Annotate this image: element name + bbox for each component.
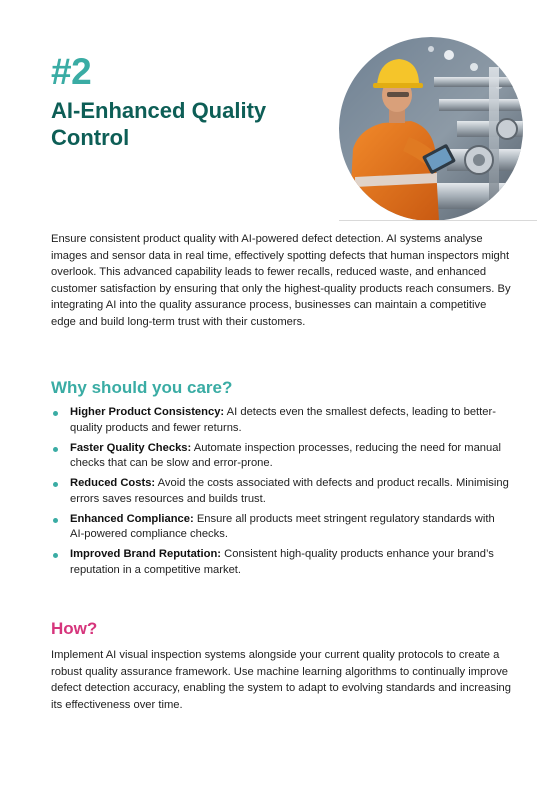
list-item-text: Avoid the costs associated with defects and product recalls. Minimising errors saves resources and builds trust. xyxy=(70,477,509,505)
list-item-text: AI detects even the smallest defects, leading to better-quality products and fewer returns. xyxy=(70,406,496,434)
list-item xyxy=(51,547,511,578)
list-item-title: Faster Quality Checks: xyxy=(70,441,192,454)
section-number: #2 xyxy=(51,51,92,92)
page-title: AI-Enhanced Quality Control xyxy=(51,98,267,150)
list-item-text: Ensure all products meet stringent regulatory standards with AI-powered compliance checks. xyxy=(70,512,495,540)
benefits-list xyxy=(51,405,511,583)
list-item-text: Consistent high-quality products enhance your brand’s reputation in a competitive market. xyxy=(70,548,494,576)
list-item xyxy=(51,441,511,472)
bullet-dot-icon xyxy=(53,482,58,487)
list-item xyxy=(51,512,511,543)
list-item-text: Automate inspection processes, reducing the need for manual checks that can be slow and error-prone. xyxy=(70,441,501,469)
worker-inspection-photo xyxy=(339,37,523,221)
list-item xyxy=(51,405,511,436)
how-heading: How? xyxy=(51,619,98,638)
how-paragraph: Implement AI visual inspection systems alongside your current quality protocols to create a robust quality assurance framework. Use machine learning algorithms to continually improve defect detection accuracy, enabling the system to adapt to evolving standards and increasing its effectiveness over time. xyxy=(51,649,512,711)
bullet-dot-icon xyxy=(53,411,58,416)
bullet-dot-icon xyxy=(53,553,58,558)
list-item-title: Improved Brand Reputation: xyxy=(70,548,222,560)
list-item-title: Enhanced Compliance: xyxy=(70,512,194,525)
list-item xyxy=(51,476,511,507)
why-care-heading: Why should you care? xyxy=(51,378,233,397)
list-item-title: Higher Product Consistency: xyxy=(70,406,225,418)
intro-paragraph: Ensure consistent product quality with AI-powered defect detection. AI systems analyse images and sensor data in real time, effectively spotting defects that human inspectors might overlook. This advanced capability leads to fewer recalls, reduced waste, and enhanced customer satisfaction by ensuring that only the highest-quality products reach consumers. By integrating AI into the quality assurance process, businesses can maintain a competitive edge and build long-term trust with their customers. xyxy=(51,233,511,328)
photo-divider xyxy=(339,220,537,221)
bullet-dot-icon xyxy=(53,447,58,452)
bullet-dot-icon xyxy=(53,518,58,523)
list-item-title: Reduced Costs: xyxy=(70,477,156,489)
